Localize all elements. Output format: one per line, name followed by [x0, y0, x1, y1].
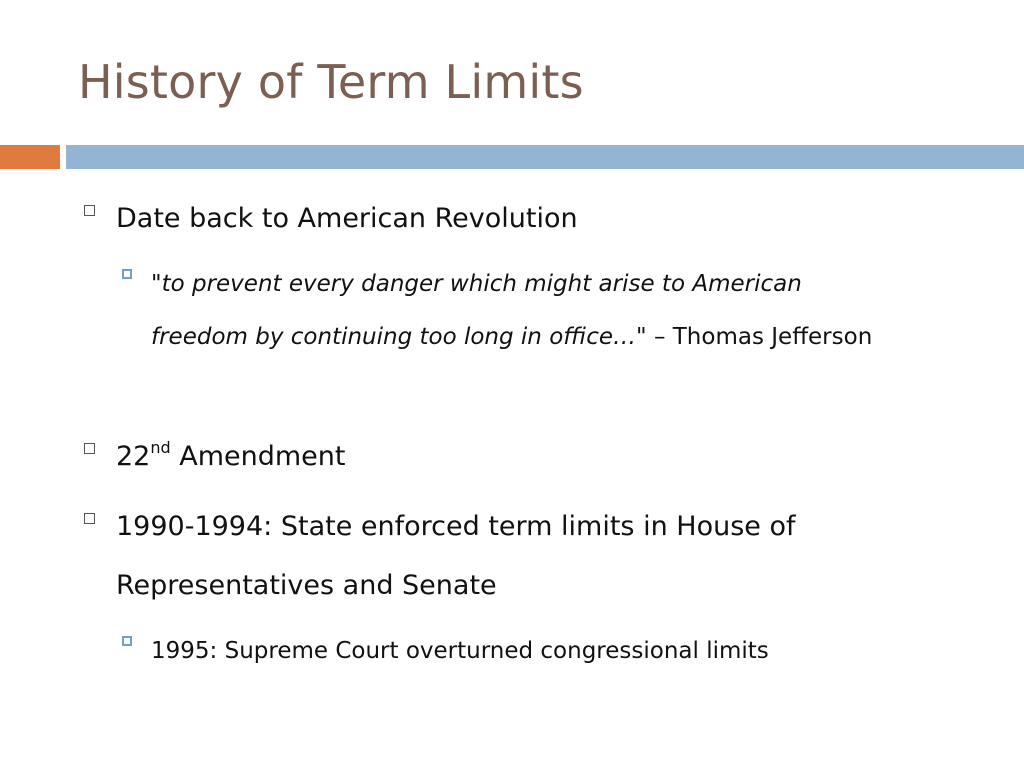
- sub-bullet-item-jefferson-quote: [122, 258, 902, 364]
- square-bullet-icon: [84, 205, 95, 216]
- sub-bullet-text: 1995: Supreme Court overturned congressional limits: [151, 638, 769, 664]
- square-bullet-icon: [84, 513, 95, 524]
- amendment-label: Amendment: [170, 441, 346, 472]
- title-divider-bar: [66, 145, 1024, 169]
- jefferson-quote: "to prevent every danger which might arise to American freedom by continuing too long in office…": [151, 271, 802, 350]
- ordinal-suffix: nd: [150, 438, 171, 457]
- sub-bullet-item-supreme-court: [122, 625, 902, 678]
- accent-bar: [0, 145, 60, 169]
- bullet-item-22nd-amendment: [84, 427, 904, 486]
- quote-attribution: – Thomas Jefferson: [646, 324, 873, 350]
- bullet-item-state-term-limits: [84, 497, 904, 615]
- sub-bullet-text: [151, 258, 902, 364]
- filled-square-bullet-icon: [122, 636, 132, 646]
- bullet-item-revolution: [84, 189, 904, 248]
- square-bullet-icon: [84, 443, 95, 454]
- bullet-text: Date back to American Revolution: [116, 203, 578, 234]
- amendment-number: 22: [116, 441, 151, 472]
- filled-square-bullet-icon: [122, 269, 132, 279]
- bullet-text: 1990-1994: State enforced term limits in House of Representatives and Senate: [116, 511, 796, 601]
- slide-title: History of Term Limits: [78, 55, 584, 109]
- bullet-text: [116, 427, 904, 486]
